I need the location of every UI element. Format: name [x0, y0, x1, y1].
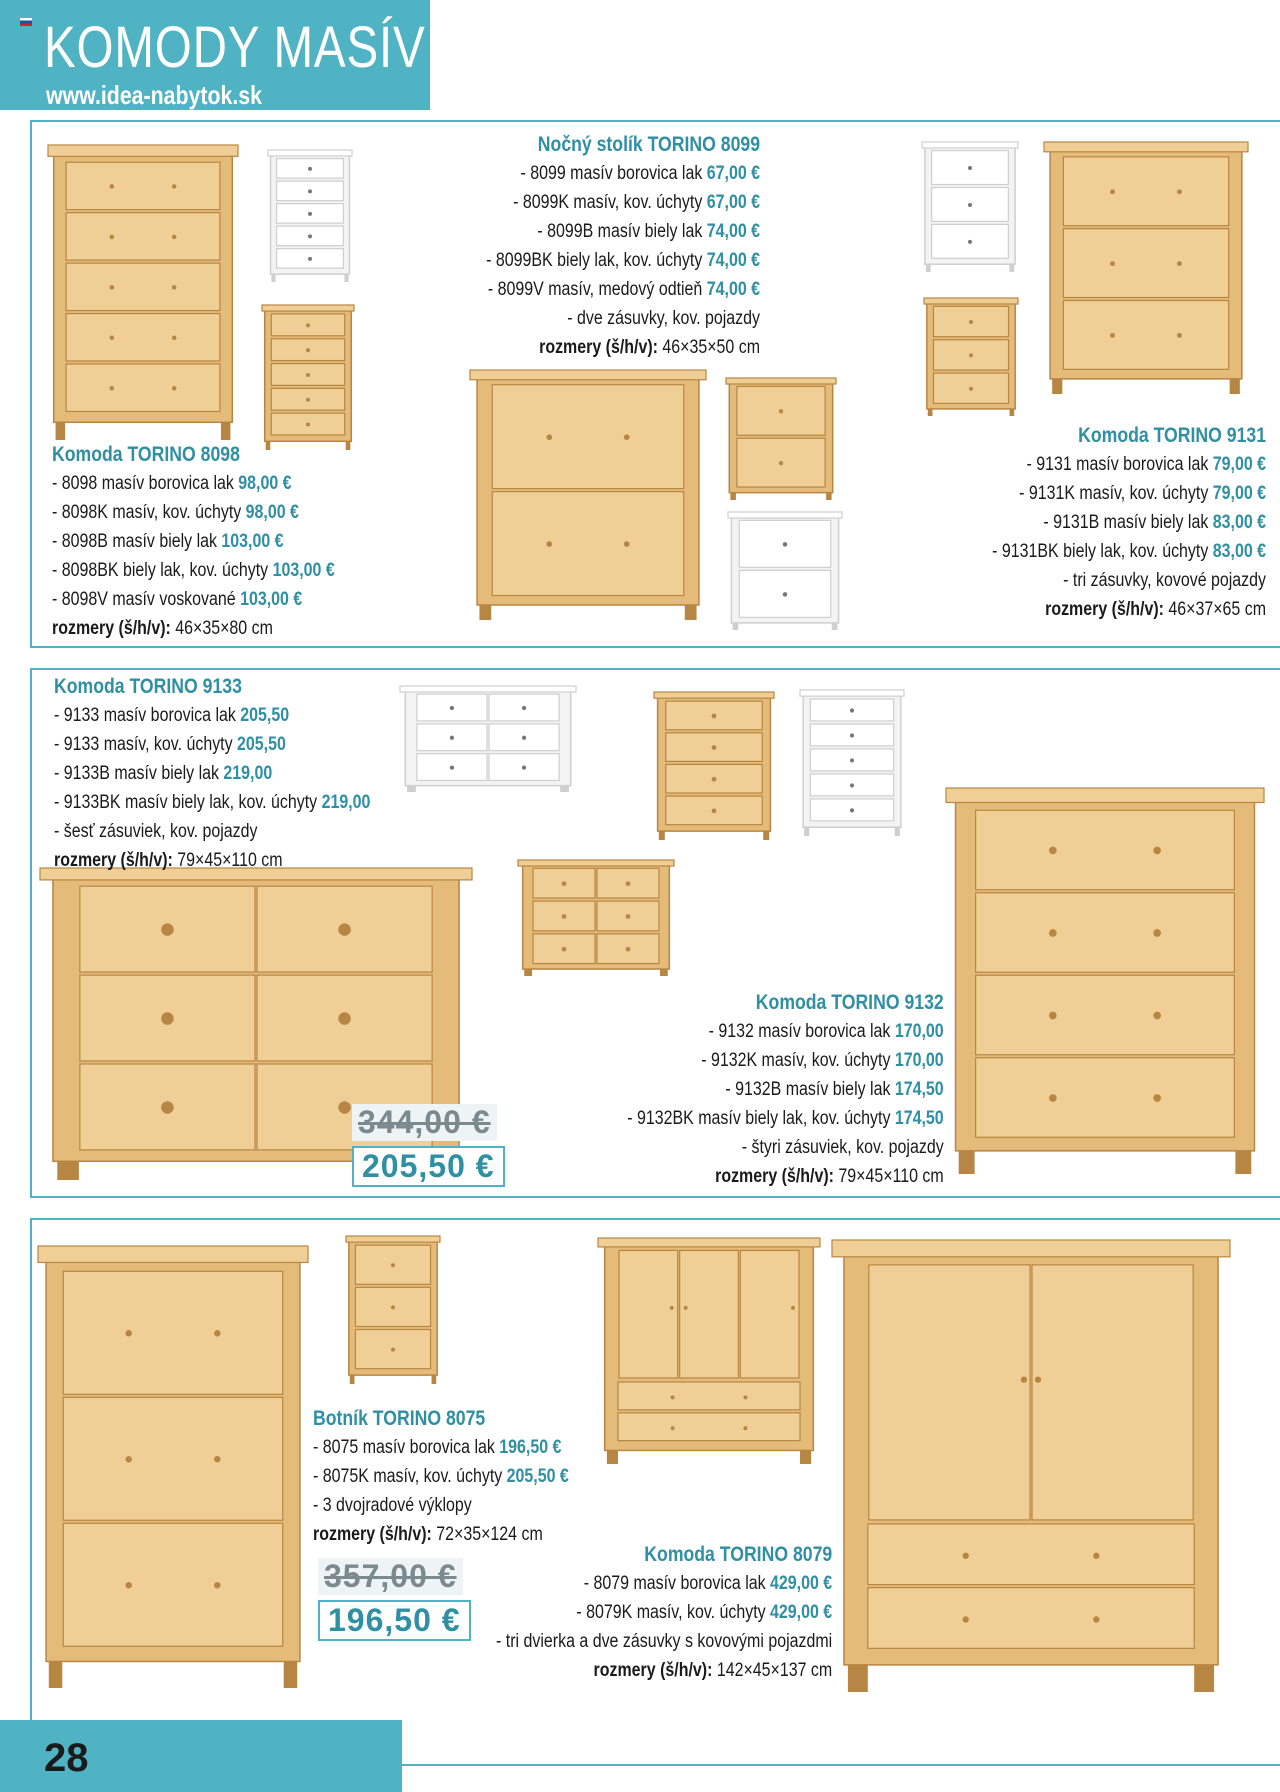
product-8079 — [496, 1540, 832, 1685]
product-image-8098-small — [262, 305, 354, 450]
price-line: - 8098V masív voskované 103,00 € — [52, 589, 303, 610]
product-image-8079-large — [832, 1240, 1230, 1692]
product-image-9131-white — [922, 142, 1018, 272]
dimensions: rozmery (š/h/v): 46×35×80 cm — [52, 618, 273, 639]
product-title: Komoda TORINO 8079 — [644, 1543, 832, 1566]
product-8075 — [313, 1404, 569, 1549]
sale-price-8075: 196,50 € — [318, 1600, 471, 1641]
dimensions: rozmery (š/h/v): 79×45×110 cm — [54, 850, 283, 871]
product-9131 — [992, 421, 1266, 624]
product-image-9133-small — [518, 860, 674, 976]
page-title: KOMODY MASÍV — [44, 15, 426, 80]
price-line: - 8099 masív borovica lak 67,00 € — [520, 163, 760, 184]
price-line: - 9133B masív biely lak 219,00 — [54, 763, 273, 784]
price-line: - 8099V masív, medový odtieň 74,00 € — [487, 279, 760, 300]
product-title: Komoda TORINO 9133 — [54, 675, 242, 698]
price-line: - 9132B masív biely lak 174,50 — [725, 1079, 944, 1100]
product-9133 — [54, 672, 370, 875]
website-link[interactable]: www.idea-nabytok.sk — [46, 80, 263, 110]
product-image-9132-small — [654, 692, 774, 840]
product-title: Komoda TORINO 9131 — [1078, 424, 1266, 447]
dimensions: rozmery (š/h/v): 79×45×110 cm — [715, 1166, 944, 1187]
product-title: Nočný stolík TORINO 8099 — [537, 133, 760, 156]
product-title: Komoda TORINO 9132 — [756, 991, 944, 1014]
price-line: - 8099B masív biely lak 74,00 € — [537, 221, 760, 242]
price-line: - 8098BK biely lak, kov. úchyty 103,00 € — [52, 560, 335, 581]
price-line: - 8079K masív, kov. úchyty 429,00 € — [576, 1602, 832, 1623]
section-divider — [400, 1764, 1280, 1766]
feature-note: - šesť zásuviek, kov. pojazdy — [54, 821, 258, 842]
dimensions: rozmery (š/h/v): 46×37×65 cm — [1045, 599, 1266, 620]
feature-note: - tri zásuvky, kovové pojazdy — [1063, 570, 1266, 591]
price-line: - 9131 masív borovica lak 79,00 € — [1026, 454, 1266, 475]
price-line: - 8075 masív borovica lak 196,50 € — [313, 1437, 562, 1458]
flag-icon — [20, 18, 32, 26]
price-line: - 9131B masív biely lak 83,00 € — [1043, 512, 1266, 533]
product-image-8075-large — [38, 1246, 308, 1688]
feature-note: - tri dvierka a dve zásuvky s kovovými pojazdmi — [495, 1631, 832, 1652]
product-image-8099-small — [726, 378, 836, 500]
price-line: - 9132BK masív biely lak, kov. úchyty 174,50 — [627, 1108, 944, 1129]
product-title: Botník TORINO 8075 — [313, 1407, 486, 1430]
price-line: - 8098 masív borovica lak 98,00 € — [52, 473, 292, 494]
page-number-box — [0, 1720, 402, 1792]
product-image-8079-small — [598, 1238, 820, 1464]
page-number: 28 — [44, 1736, 89, 1780]
old-price-8075: 357,00 € — [318, 1558, 463, 1595]
product-image-9133-white — [400, 686, 576, 792]
feature-note: - 3 dvojradové výklopy — [313, 1495, 472, 1516]
price-line: - 8075K masív, kov. úchyty 205,50 € — [313, 1466, 569, 1487]
product-image-9132-white — [800, 690, 904, 836]
product-image-9131-large — [1044, 142, 1248, 394]
product-image-9131-small — [924, 298, 1018, 416]
page-header — [0, 0, 430, 110]
product-8099 — [486, 130, 760, 362]
price-line: - 9133 masív borovica lak 205,50 — [54, 705, 290, 726]
sale-price-9133: 205,50 € — [352, 1146, 505, 1187]
price-line: - 8099K masív, kov. úchyty 67,00 € — [513, 192, 760, 213]
price-line: - 8099BK biely lak, kov. úchyty 74,00 € — [486, 250, 760, 271]
price-line: - 8098K masív, kov. úchyty 98,00 € — [52, 502, 299, 523]
product-image-9132-large — [946, 788, 1264, 1174]
price-line: - 8079 masív borovica lak 429,00 € — [583, 1573, 832, 1594]
price-line: - 9131BK biely lak, kov. úchyty 83,00 € — [992, 541, 1266, 562]
product-image-8075-small — [346, 1236, 440, 1384]
product-title: Komoda TORINO 8098 — [52, 443, 240, 466]
dimensions: rozmery (š/h/v): 142×45×137 cm — [593, 1660, 832, 1681]
dimensions: rozmery (š/h/v): 46×35×50 cm — [539, 337, 760, 358]
price-line: - 9131K masív, kov. úchyty 79,00 € — [1019, 483, 1266, 504]
price-line: - 9132 masív borovica lak 170,00 — [708, 1021, 944, 1042]
feature-note: - dve zásuvky, kov. pojazdy — [567, 308, 760, 329]
dimensions: rozmery (š/h/v): 72×35×124 cm — [313, 1524, 543, 1545]
price-line: - 9133BK masív biely lak, kov. úchyty 219,00 — [54, 792, 371, 813]
product-image-8098-tall — [48, 145, 238, 440]
old-price-9133: 344,00 € — [352, 1104, 497, 1141]
feature-note: - štyri zásuviek, kov. pojazdy — [742, 1137, 944, 1158]
price-line: - 8098B masív biely lak 103,00 € — [52, 531, 284, 552]
product-image-8099-large — [470, 370, 706, 620]
price-line: - 9132K masív, kov. úchyty 170,00 — [701, 1050, 944, 1071]
product-8098 — [52, 440, 335, 643]
product-9132 — [628, 988, 944, 1191]
price-line: - 9133 masív, kov. úchyty 205,50 — [54, 734, 286, 755]
product-image-8099-white — [728, 512, 842, 630]
product-image-8098-white — [268, 150, 352, 282]
